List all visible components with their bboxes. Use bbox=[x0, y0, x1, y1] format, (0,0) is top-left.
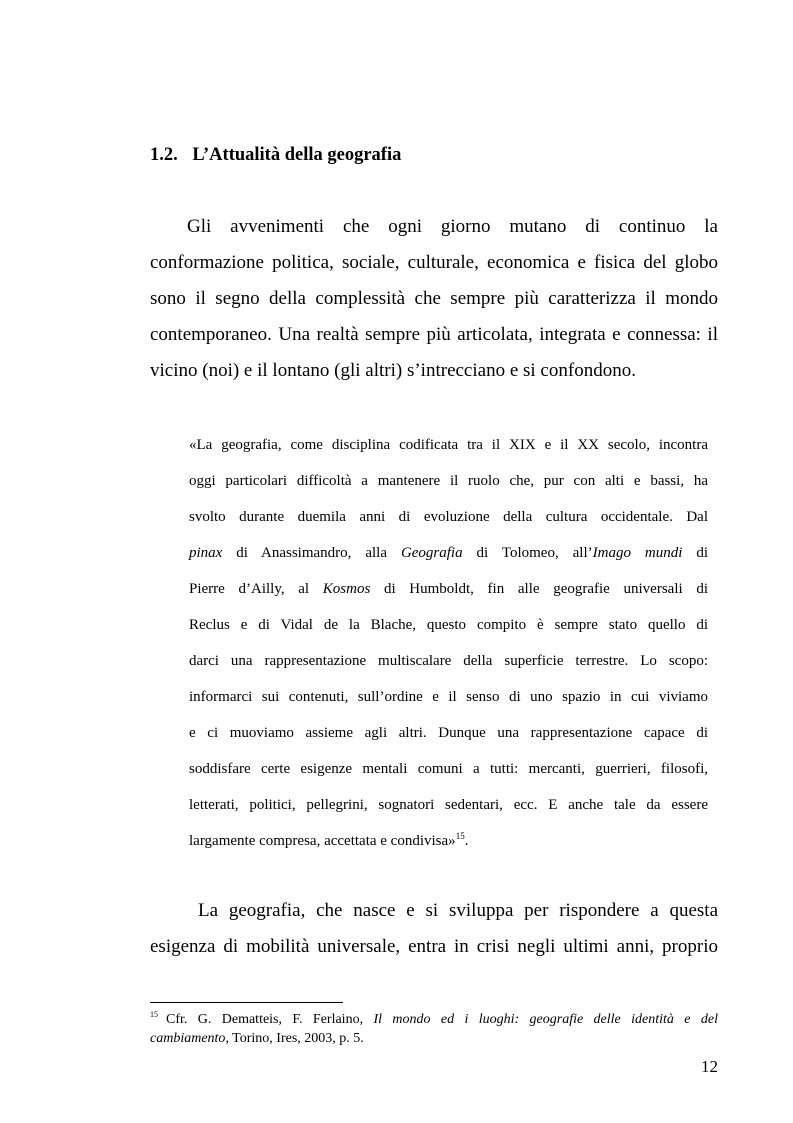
footnote bbox=[150, 1010, 718, 1048]
footnote-divider bbox=[150, 1002, 343, 1003]
quote-line: letterati, politici, pellegrini, sognatori sedentari, ecc. E anche tale da essere bbox=[189, 797, 708, 813]
footnote-source: , Torino, Ires, 2003, p. 5. bbox=[225, 1031, 364, 1046]
quote-text: di Anassimandro, alla bbox=[222, 545, 401, 561]
quote-line: oggi particolari difficoltà a mantenere il ruolo che, pur con alti e bassi, ha bbox=[189, 473, 708, 489]
quote-line bbox=[189, 571, 708, 607]
block-quote bbox=[189, 427, 708, 859]
paragraph-line: esigenza di mobilità universale, entra in crisi negli ultimi anni, proprio bbox=[150, 936, 718, 957]
quote-line: informarci sui contenuti, sull’ordine e il senso di uno spazio in cui viviamo bbox=[189, 689, 708, 705]
quote-text: di Tolomeo, all’ bbox=[462, 545, 593, 561]
footnote-title: cambiamento bbox=[150, 1031, 226, 1046]
quote-text: di bbox=[682, 545, 709, 561]
quote-text: largamente compresa, accettata e condivisa» bbox=[189, 833, 456, 849]
quote-line: «La geografia, come disciplina codificata tra il XIX e il XX secolo, incontra bbox=[189, 437, 708, 453]
italic-term: Imago mundi bbox=[592, 545, 683, 561]
quote-line: svolto durante duemila anni di evoluzione della cultura occidentale. Dal bbox=[189, 509, 708, 525]
italic-term: Geografia bbox=[400, 545, 463, 561]
footnote-reference[interactable]: 15 bbox=[455, 831, 465, 841]
footnote-marker: 15 bbox=[150, 1010, 158, 1020]
section-number: 1.2. bbox=[150, 145, 178, 165]
italic-term: Kosmos bbox=[322, 581, 371, 597]
quote-text: . bbox=[464, 833, 469, 849]
quote-line: darci una rappresentazione multiscalare della superficie terrestre. Lo scopo: bbox=[189, 653, 708, 669]
quote-line: soddisfare certe esigenze mentali comuni a tutti: mercanti, guerrieri, filosofi, bbox=[189, 761, 708, 777]
footnote-line bbox=[150, 1010, 718, 1029]
section-heading bbox=[150, 145, 401, 166]
paragraph-1 bbox=[150, 209, 718, 389]
quote-line bbox=[189, 535, 708, 571]
paragraph-2 bbox=[150, 893, 718, 965]
quote-line: e ci muoviamo assieme agli altri. Dunque una rappresentazione capace di bbox=[189, 725, 708, 741]
paragraph-line: Gli avvenimenti che ogni giorno mutano di continuo la bbox=[187, 216, 718, 237]
page-number: 12 bbox=[701, 1057, 718, 1076]
paragraph-line: contemporaneo. Una realtà sempre più articolata, integrata e connessa: il bbox=[150, 324, 718, 345]
paragraph-line: conformazione politica, sociale, culturale, economica e fisica del globo bbox=[150, 252, 718, 273]
paragraph-line: vicino (noi) e il lontano (gli altri) s’intrecciano e si confondono. bbox=[150, 360, 636, 381]
footnote-line bbox=[150, 1029, 718, 1048]
footnote-authors: Cfr. G. Dematteis, F. Ferlaino, bbox=[166, 1012, 374, 1027]
paragraph-line: sono il segno della complessità che sempre più caratterizza il mondo bbox=[150, 288, 718, 309]
italic-term: pinax bbox=[189, 545, 223, 561]
section-title: L’Attualità della geografia bbox=[192, 145, 402, 165]
paragraph-line: La geografia, che nasce e si sviluppa per rispondere a questa bbox=[198, 900, 718, 921]
quote-line: Reclus e di Vidal de la Blache, questo compito è sempre stato quello di bbox=[189, 617, 708, 633]
footnote-title: Il mondo ed i luoghi: geografie delle identità e del bbox=[373, 1012, 718, 1027]
quote-text: Pierre d’Ailly, al bbox=[189, 581, 323, 597]
quote-text: di Humboldt, fin alle geografie universali di bbox=[370, 581, 708, 597]
quote-line bbox=[189, 823, 708, 859]
